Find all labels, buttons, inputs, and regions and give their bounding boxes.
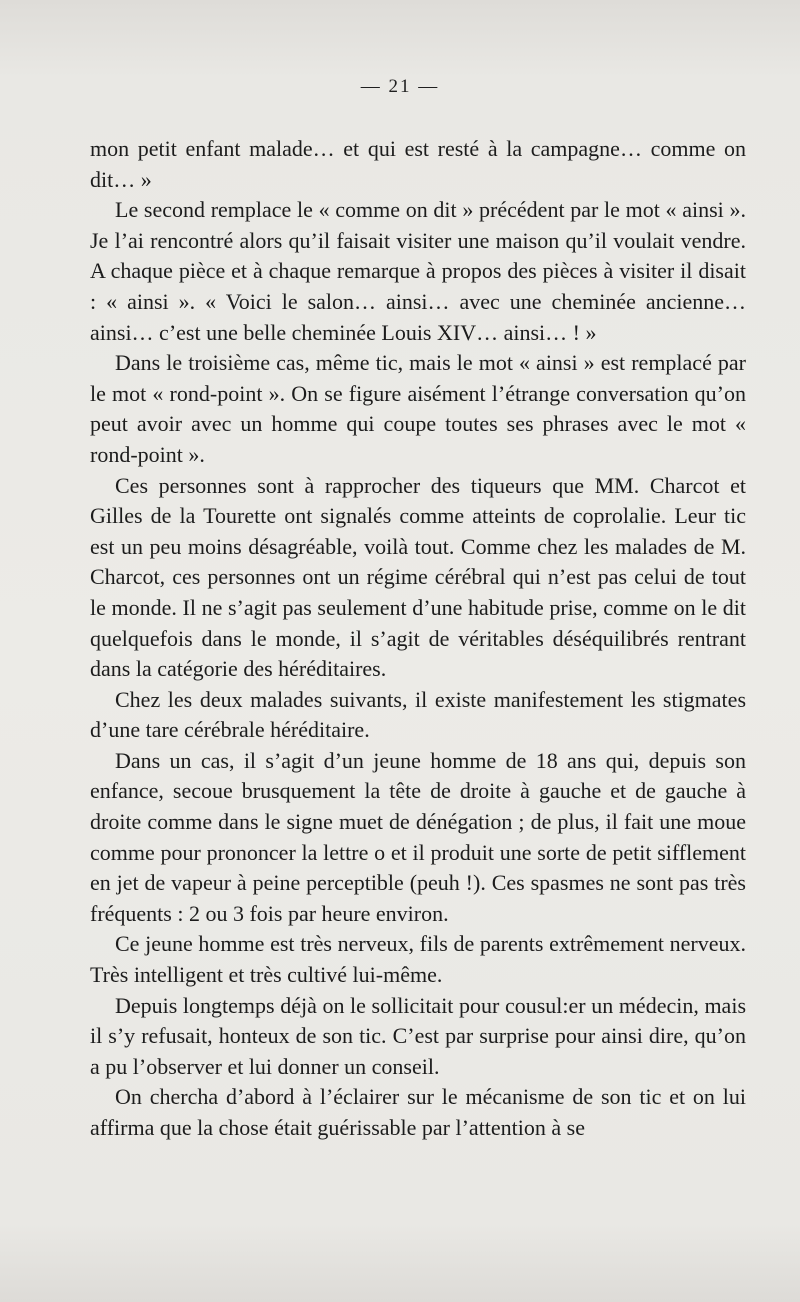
paragraph: Chez les deux malades suivants, il existe manifestement les stigmates d’une tare cérébrale héréditaire.: [90, 686, 746, 743]
paragraph: Depuis longtemps déjà on le sollicitait pour cousul:er un médecin, mais il s’y refusait, honteux de son tic. C’est par surprise pour ainsi dire, qu’on a pu l’observer et lui donner un conseil.: [90, 992, 746, 1079]
paragraph: Ces personnes sont à rapprocher des tiqueurs que MM. Charcot et Gilles de la Tourette ont signalés comme atteints de coprolalie. Leur tic est un peu moins désagréable, voilà tout. Comme chez les malades de M. Charcot, ces personnes ont un régime cérébral qui n’est pas celui de tout le monde. Il ne s’agit pas seulement d’une habitude prise, comme on le dit quelquefois dans le monde, il s’agit de véritables déséquilibrés rentrant dans la catégorie des héréditaires.: [90, 472, 746, 682]
paragraph: Ce jeune homme est très nerveux, fils de parents extrêmement nerveux. Très intelligent et très cultivé lui-même.: [90, 931, 746, 988]
paragraph: On chercha d’abord à l’éclairer sur le mécanisme de son tic et on lui affirma que la chose était guérissable par l’attention à se: [90, 1084, 746, 1140]
paragraph: Dans le troisième cas, même tic, mais le mot « ainsi » est remplacé par le mot « rond-point ». On se figure aisément l’étrange conversation qu’on peut avoir avec un homme qui coupe toutes ses phrases avec le mot « rond-point ».: [90, 350, 746, 467]
paragraph: Le second remplace le « comme on dit » précédent par le mot « ainsi ». Je l’ai rencontré alors qu’il faisait visiter une maison qu’il voulait vendre. A chaque pièce et à chaque remarque à propos des pièces à visiter il disait : « ainsi ». « Voici le salon… ainsi… avec une cheminée ancienne… ainsi… c’est une belle cheminée Louis XIV… ainsi… ! »: [90, 197, 746, 345]
body-text: [90, 134, 746, 1144]
page-number: — 21 —: [360, 76, 440, 97]
paragraph: mon petit enfant malade… et qui est resté à la campagne… comme on dit… »: [90, 136, 746, 192]
paragraph: Dans un cas, il s’agit d’un jeune homme de 18 ans qui, depuis son enfance, secoue brusquement la tête de droite à gauche et de gauche à droite comme dans le signe muet de dénégation ; de plus, il fait une moue comme pour prononcer la lettre o et il produit une sorte de petit sifflement en jet de vapeur à peine perceptible (peuh !). Ces spasmes ne sont pas très fréquents : 2 ou 3 fois par heure environ.: [90, 747, 746, 926]
